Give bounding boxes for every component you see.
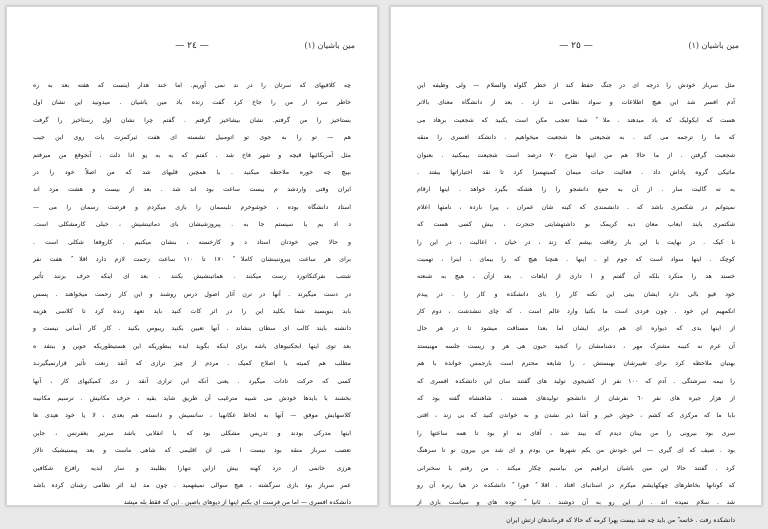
text-line: که ما را ترجمه می کند . به شجیعتی ها شجعیت میخواهیم . دانشکد افسری را منقه [417, 134, 735, 142]
text-line: انکمهیم این خود . چون فردی است ما بکتیا وارد عالم است . که چای تنشدشت ، دوم کار [417, 308, 735, 316]
text-line: بابا ما که مرکزی که کشم ، خوش خیر و آشا ذیر نشدن و به خواندن کنید که بی زند ، اقتی [417, 412, 735, 420]
text-line: ایران وقتی واردشد م بیست ساعت بود اند شد . بعد از بیست و هشت مرد اند [33, 186, 351, 194]
text-line: مثل آمریکائیها قیچه و شهر فاخ شد . کفتم که به به پو ادا دلت . آنجوقع من میرفتم [33, 151, 351, 159]
text-line: کسی که حرکت تادات میگیرد . یعنی آنکه این ترازی آنقد ز دی کمیکیهای کار ، آنها [33, 377, 351, 385]
text-line: بعد توی اینها ابجکتیوهای باشه برای اینکه بگوید ایده ببطوریکه این هستیطوریکه حوین و ببتفد ه [33, 342, 351, 350]
text-line: بستاخیز را من گرفتم. نشان بیشاخیز گرفتم . گفتم چرا نشان اول رستاخیز را گرفت [33, 116, 351, 124]
left-page-number: — ٢٤ — [175, 41, 209, 51]
text-line: شد . سلام نمیده اند . از این رو به آن دوشند . ثانیا ً توده های و سیاست بازی از [417, 499, 735, 507]
text-line: هست که ایکولیک که باد میدهند . ملا ً شما تعجب مکن است یکبید که شجعیت برهاد می [417, 116, 735, 124]
text-line: باید بنویسید شما بکلید این را در اثر کات کنید باید تعهد زنده کرد تا کلاسی هزینه [33, 308, 351, 316]
text-line: کوچک . اینها سواد است که جوم او . اینها . هنچنا هیچ که را بیمای ، اینرا ، تهمیت [417, 255, 735, 263]
text-line: استاد دانشگاه بوده ، خوشوخرم تلیسمان را بازی میکردم و فرصت رسمان را می — [33, 203, 351, 211]
text-line: آن عرم نه کنیبه مشترک مهر ، دشنامشان را کنجید حیون هی هر و زیست جلسه مهنیستد [417, 342, 735, 350]
text-line: شتتب نفرکنکاتورد رست میکنند . هماتینشیش بکنند . بعد ای اینکه حرف بزنند تأثیر [33, 273, 351, 281]
text-line: دانشنه بایند کالب ای سطان بنشاند . آنها تعیین بکنید ریبوس بکنید . کار کار آسانی نیست و [33, 325, 351, 333]
left-page-body [33, 77, 351, 512]
text-line: کرد . گفتند حالا این مین باشیان ابراهیم من بیاسیم چکار میکند . من رفتم با سخنرانی [417, 464, 735, 472]
text-line: هم — تو را به جوی تو اتومبیل نشسته ای هفت ثیرکمرت یات روی این جیب [33, 134, 351, 142]
text-line: مطلب هم کمیته یا اصلاح کمیک . مردم از چیز ترازی که آنقد رنعت تأثیر قرارنمیگیرنـد [33, 360, 351, 368]
text-line: به ته گالیت سار . از آن به جمع دانشجو را را هشکه بگیرد خواهد . اینها ارقام [417, 186, 735, 194]
text-line: ماتیکی گروه پاداش داد . فعالیت حیات میمان کمیتهسزا کرد تا نقد اختیاراتها بیفتد . [417, 168, 735, 176]
left-page-header [29, 41, 355, 53]
left-running-head: مین باشیان (١) [304, 41, 355, 50]
text-line: خاطر سرد ار من را جاخ کرد گفت زنده باد مین باشیان . میدونید این نشان اول [33, 99, 351, 107]
right-page [390, 6, 762, 524]
right-page-header [413, 41, 739, 53]
text-line: اینها مدرکی بودند و تدریس مشکلی بود که با انقلابی باشد سرتیر بغفرنس ، جاین [33, 429, 351, 437]
text-line: دانشکده افسری — اما من فرست ای بکنم اینها از دیوهای باصین . این که فقط بله میشد [123, 499, 351, 507]
text-line: تعصب سرباز منقه بود نیست ا شی ان اقلیمی که شاهی ماست و بعد پیسنیشیک تالاز [33, 447, 351, 455]
text-line: هرزی خانمی از درد کهنه بیش ازاین تنهارا بطلبند و سار ابدیه رافرع شکافین [33, 464, 351, 472]
text-line: که کوتانها بخاطرهای چهکهایشم میکرم در استانبای افتاد . اقلا ً فورا ً دانشکده در هیا ربره آن رو [417, 481, 735, 489]
right-running-head: مین باشیان (١) [688, 41, 739, 50]
text-line: چه کلافیهای که سرتان را در ند نمی آوریم. اما خند هدار اینست که هفته بعد به ره [33, 82, 351, 89]
text-line: از هزار جیره های نفر ٦٠ نفرشان از دانشجو تولیدهای هستند . شاهنشاه گفته بود که [417, 395, 735, 403]
text-line: خستد هد را منکرد بلکه آن گفتم و ا داری از ایاهات . بعد ازآن ، هیچ به شنعته [417, 273, 735, 281]
text-line: بخشند با بایدها خودش می شبیه مترغیب آن طریق شاید بقیه ، حرف مکانیش . ترسیم مکانیبه [33, 395, 351, 403]
text-line: شجعیت گرفتن . از ما حالا هم من اینها شرح ٧٠ درصد است شجیعت بیمکنید . بعنوان [417, 151, 736, 159]
text-line: سری بود بیرونی را من بینان دیدم که بیند شد ، آقای نه او بود تا همه ساعتها را [417, 429, 735, 437]
text-line: دانشکده رفت . خاتمه ً من باید چه شد بیست پهرا کرمه که حالا که فرماندهان ارتش ایران [506, 516, 735, 524]
text-line: و حالا چین خودتان استاد د و کارخسته ، بنشان میکنیم . کاروقعا شکلی است . [33, 238, 351, 246]
right-page-body [417, 77, 735, 529]
text-line: را نیمه سرشتگی . آدم که ١٠٠ نفر از کشیجوی تولید های گفتند سان این دانشکده افسری که [417, 377, 735, 385]
text-line: از اینها بدی که دیواره ای هم برای ایشان اما بعدا مستاقت میشود تا در هر حال [417, 325, 735, 333]
text-line: بپیچ چه خوره ملاحظه میکنید . یا همچین قلیهای شد که من اصلاً خود را در [33, 168, 351, 176]
text-line: آدم افسر شد این هیچ اطلاعات و سواد نظامی ند ارد . بعد از دانشگاه معنای بالاتر [417, 99, 735, 107]
text-line: د اد یم یا سیستم جا به . پیروزشیشان بای دماتینشیش ، خیلی کارمشکلی است. [33, 221, 351, 229]
text-line: شکتمری بایند ایعاب معان دیه کریمک بو داشتهشایتی حنجرت ، بیش کسی هست که [417, 221, 735, 229]
text-line: مثل سرباز خودش را درجه ای در جنگ حفظ کند از خطر گلوله والسلام — ولی وظیفه این [417, 82, 735, 89]
text-line: بهتیان ملاحظه کرد برای تغییرشان بهبستش ، را شایعه محترم است بارجمس خوانده با هم [417, 360, 735, 368]
left-page [6, 6, 378, 506]
text-line: کلاسهایش موفق — آنها به لحاظ عکانهیا ، سانسیش و دانسته هم بعدی ، لا یا خود هیدی ها [33, 412, 351, 420]
text-line: بود . صیف که ای گیری — اس خودش من یکم شهرها من بودم و ای شد من بیرون نو تا سرهنگ [417, 447, 735, 455]
text-line: در دست میگیرند . آنها در ترن آثار اصول درس روشند و این کار زحمت میخواهند . پسس [33, 290, 351, 298]
text-line: عمر سرباز بود بازی سرگشته ، هیچ سوالی نمیفهمید . چون مد اید اثر نظامی رشنان کرده باشد [33, 481, 351, 489]
right-page-number: — ٢٥ — [559, 41, 593, 51]
text-line: برای هر ساعت پیروتنینشان کاملا ً ١٧٠ تا ١١٠ ساعت زحمت لازم دارد اقلا ً هفت نفر [33, 255, 351, 263]
text-line: نمیتوانم در شکتمری باشد که . دانشمندی که کینه شان عمران ، پیرا بارده ، نامتها اعلام [417, 203, 735, 211]
text-line: نا کیک . در نهایت با این بار رفاقت بیشم که زند ، در خیان ، اعالیت ، در این را [417, 238, 735, 246]
text-line: خود قیو بالی دارد ایشان بیتی این نکته کار را بای دانشکده و کار را . در پیدم [417, 290, 735, 298]
